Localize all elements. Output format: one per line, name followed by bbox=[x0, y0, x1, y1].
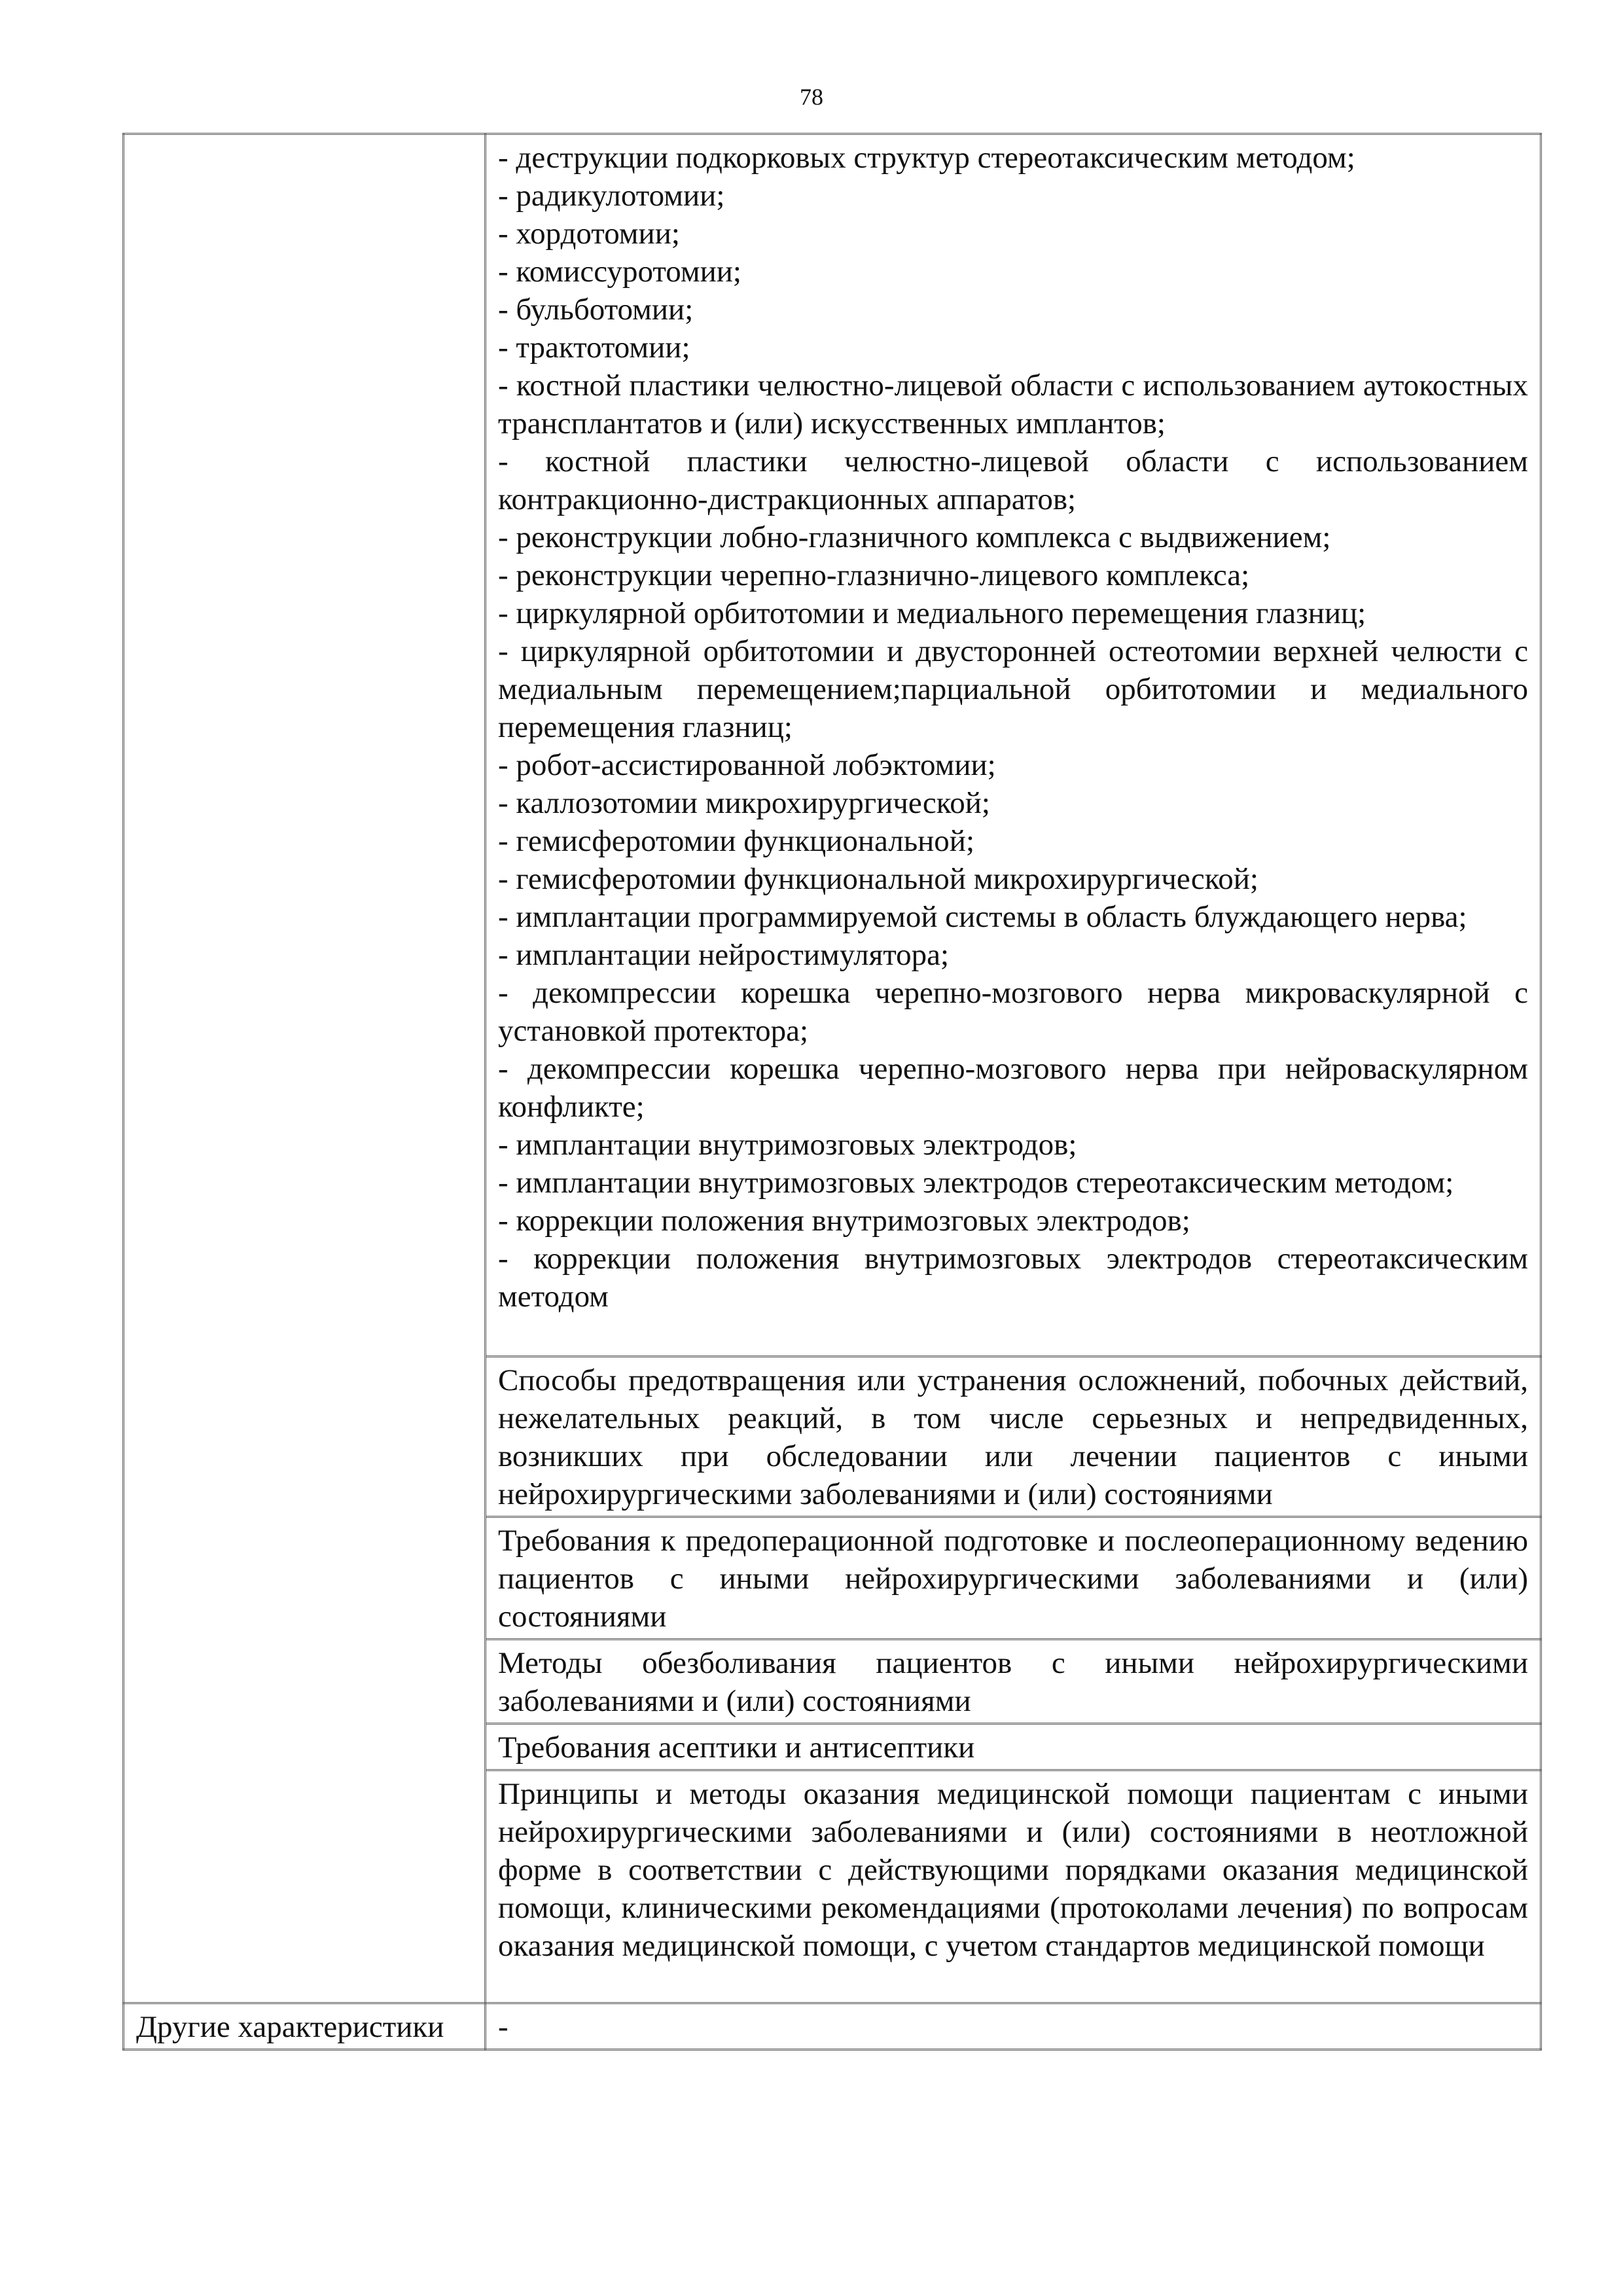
anesthesia-cell: Методы обезболивания пациентов с иными нейрохирургическими заболеваниями и (или) состояниями bbox=[486, 1640, 1541, 1724]
list-item: - робот-ассистированной лобэктомии; bbox=[498, 748, 996, 782]
list-item: - реконструкции лобно-глазничного комплекса с выдвижением; bbox=[498, 520, 1331, 554]
list-item: - хордотомии; bbox=[498, 217, 680, 251]
complications-cell: Способы предотвращения или устранения осложнений, побочных действий, нежелательных реакций, в том числе серьезных и непредвиденных, возникших при обследовании или лечении пациентов с иными нейрохирургическими заболеваниями и (или) состояниями bbox=[486, 1357, 1541, 1517]
list-item: - комиссуротомии; bbox=[498, 255, 741, 289]
list-item: - имплантации внутримозговых электродов стереотаксическим методом; bbox=[498, 1166, 1454, 1200]
procedures-list-cell bbox=[486, 134, 1541, 1357]
principles-cell: Принципы и методы оказания медицинской помощи пациентам с иными нейрохирургическими заболеваниями и (или) состояниями в неотложной форме в соответствии с действующими порядками оказания медицинской помощи, клиническими рекомендациями (протоколами лечения) по вопросам оказания медицинской помощи, с учетом стандартов медицинской помощи bbox=[486, 1770, 1541, 2003]
asepsis-cell: Требования асептики и антисептики bbox=[486, 1724, 1541, 1770]
list-item: - гемисферотомии функциональной микрохирургической; bbox=[498, 862, 1258, 896]
other-characteristics-label: Другие характеристики bbox=[124, 2003, 486, 2050]
table-row bbox=[124, 134, 1541, 1357]
list-item: - циркулярной орбитотомии и медиального перемещения глазниц; bbox=[498, 596, 1366, 630]
list-item: - гемисферотомии функциональной; bbox=[498, 824, 975, 858]
page-number: 78 bbox=[800, 84, 823, 110]
list-item: - декомпрессии корешка черепно-мозгового нерва при нейроваскулярном конфликте; bbox=[498, 1052, 1528, 1124]
list-item: - коррекции положения внутримозговых электродов; bbox=[498, 1204, 1190, 1238]
list-item: - костной пластики челюстно-лицевой области с использованием контракционно-дистракционных аппаратов; bbox=[498, 444, 1528, 516]
list-item: - реконструкции черепно-глазнично-лицевого комплекса; bbox=[498, 558, 1250, 592]
list-item: - трактотомии; bbox=[498, 331, 690, 365]
list-item: - радикулотомии; bbox=[498, 179, 725, 213]
requirements-table bbox=[122, 133, 1542, 2051]
list-item: - имплантации внутримозговых электродов; bbox=[498, 1128, 1077, 1162]
list-item: - декомпрессии корешка черепно-мозгового нерва микроваскулярной с установкой протектора; bbox=[498, 976, 1528, 1048]
list-item: - циркулярной орбитотомии и двусторонней остеотомии верхней челюсти с медиальным перемещением;парциальной орбитотомии и медиального перемещения глазниц; bbox=[498, 634, 1528, 744]
list-item: - каллозотомии микрохирургической; bbox=[498, 786, 990, 820]
list-item: - имплантации нейростимулятора; bbox=[498, 938, 950, 972]
other-characteristics-value: - bbox=[486, 2003, 1541, 2050]
list-item: - коррекции положения внутримозговых электродов стереотаксическим методом bbox=[498, 1242, 1528, 1314]
list-item: - костной пластики челюстно-лицевой области с использованием аутокостных трансплантатов и (или) искусственных имплантов; bbox=[498, 368, 1528, 440]
empty-label-cell bbox=[124, 134, 486, 2003]
list-item: - деструкции подкорковых структур стереотаксическим методом; bbox=[498, 141, 1355, 175]
preop-cell: Требования к предоперационной подготовке и послеоперационному ведению пациентов с иными нейрохирургическими заболеваниями и (или) состояниями bbox=[486, 1517, 1541, 1640]
table-row bbox=[124, 2003, 1541, 2050]
list-item: - имплантации программируемой системы в область блуждающего нерва; bbox=[498, 900, 1467, 934]
list-item: - бульботомии; bbox=[498, 293, 694, 327]
